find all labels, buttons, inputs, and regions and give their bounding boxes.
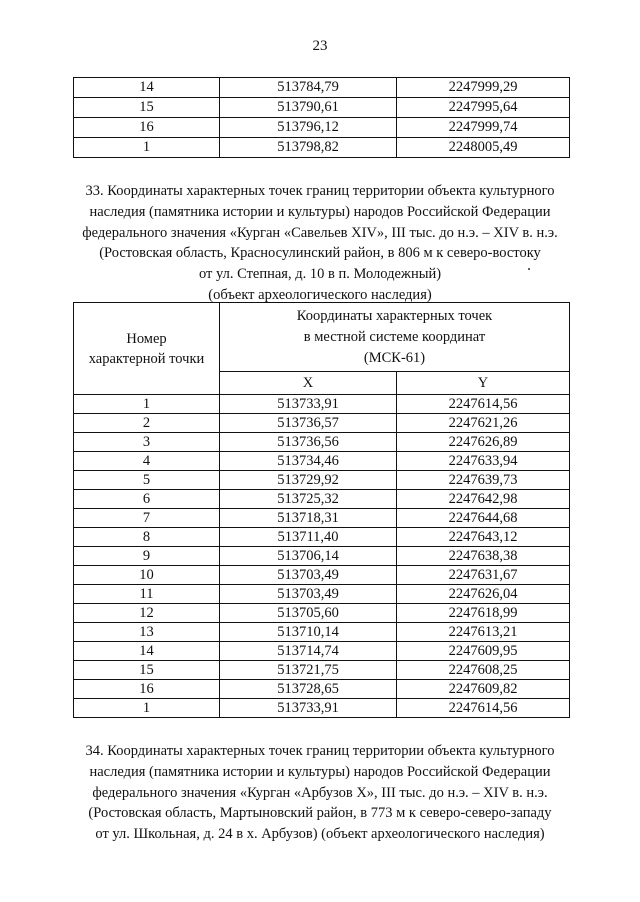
x-coordinate-cell: 513728,65 <box>220 680 397 699</box>
table-row <box>74 471 570 490</box>
x-coordinate-cell: 513725,32 <box>220 490 397 509</box>
point-number-cell: 6 <box>74 490 220 509</box>
x-coordinate-cell: 513798,82 <box>220 138 397 158</box>
point-number-cell: 5 <box>74 471 220 490</box>
table-row <box>74 528 570 547</box>
header-x: X <box>220 372 397 395</box>
x-coordinate-cell: 513711,40 <box>220 528 397 547</box>
table-row <box>74 433 570 452</box>
heading-line: от ул. Школьная, д. 24 в х. Арбузов) (объект археологического наследия) <box>95 826 545 843</box>
header-point-number-line2: характерной точки <box>88 350 205 367</box>
x-coordinate-cell: 513721,75 <box>220 661 397 680</box>
point-number-cell: 1 <box>74 699 220 718</box>
table-row <box>74 566 570 585</box>
point-number-cell: 14 <box>74 78 220 98</box>
table-row <box>74 661 570 680</box>
x-coordinate-cell: 513705,60 <box>220 604 397 623</box>
table-row <box>74 98 570 118</box>
table-row <box>74 509 570 528</box>
y-coordinate-cell: 2247613,21 <box>397 623 570 642</box>
y-coordinate-cell: 2247614,56 <box>397 395 570 414</box>
coordinates-table-body <box>74 78 570 158</box>
y-coordinate-cell: 2247621,26 <box>397 414 570 433</box>
point-number-cell: 16 <box>74 118 220 138</box>
coordinates-table-continued <box>73 77 570 158</box>
table-row <box>74 642 570 661</box>
table-row <box>74 547 570 566</box>
point-number-cell: 8 <box>74 528 220 547</box>
x-coordinate-cell: 513736,56 <box>220 433 397 452</box>
heading-line: 34. Координаты характерных точек границ территории объекта культурного <box>85 743 555 759</box>
header-point-number <box>74 303 220 395</box>
section-33-heading <box>70 181 570 306</box>
y-coordinate-cell: 2247642,98 <box>397 490 570 509</box>
y-coordinate-cell: 2247633,94 <box>397 452 570 471</box>
y-coordinate-cell: 2247643,12 <box>397 528 570 547</box>
point-number-cell: 9 <box>74 547 220 566</box>
x-coordinate-cell: 513729,92 <box>220 471 397 490</box>
table-row <box>74 699 570 718</box>
point-number-cell: 7 <box>74 509 220 528</box>
heading-line: (Ростовская область, Мартыновский район, в 773 м к северо-северо-западу <box>88 805 552 822</box>
point-number-cell: 11 <box>74 585 220 604</box>
table-row <box>74 138 570 158</box>
table-row <box>74 680 570 699</box>
point-number-cell: 3 <box>74 433 220 452</box>
heading-line: от ул. Степная, д. 10 в п. Молодежный) <box>198 266 442 283</box>
header-coordinates-line1: Координаты характерных точек <box>296 307 493 324</box>
x-coordinate-cell: 513714,74 <box>220 642 397 661</box>
y-coordinate-cell: 2247639,73 <box>397 471 570 490</box>
point-number-cell: 16 <box>74 680 220 699</box>
x-coordinate-cell: 513790,61 <box>220 98 397 118</box>
point-number-cell: 15 <box>74 661 220 680</box>
heading-line: федерального значения «Курган «Арбузов X», III тыс. до н.э. – XIV в. н.э. <box>92 784 548 801</box>
table-row <box>74 604 570 623</box>
y-coordinate-cell: 2247609,95 <box>397 642 570 661</box>
table-row <box>74 118 570 138</box>
header-y: Y <box>397 372 570 395</box>
x-coordinate-cell: 513733,91 <box>220 395 397 414</box>
table-row <box>74 490 570 509</box>
header-coordinates <box>220 303 570 372</box>
table-row <box>74 395 570 414</box>
x-coordinate-cell: 513734,46 <box>220 452 397 471</box>
y-coordinate-cell: 2247995,64 <box>397 98 570 118</box>
point-number-cell: 4 <box>74 452 220 471</box>
heading-line: (объект археологического наследия) <box>208 286 432 303</box>
y-coordinate-cell: 2247626,89 <box>397 433 570 452</box>
y-coordinate-cell: 2247609,82 <box>397 680 570 699</box>
y-coordinate-cell: 2248005,49 <box>397 138 570 158</box>
x-coordinate-cell: 513796,12 <box>220 118 397 138</box>
coordinates-table-33 <box>73 302 570 718</box>
header-coordinates-line2: в местной системе координат <box>303 328 486 345</box>
point-number-cell: 10 <box>74 566 220 585</box>
heading-line: наследия (памятника истории и культуры) народов Российской Федерации <box>89 203 551 220</box>
coordinates-table-header <box>74 303 570 395</box>
y-coordinate-cell: 2247644,68 <box>397 509 570 528</box>
heading-line: наследия (памятника истории и культуры) народов Российской Федерации <box>89 763 551 780</box>
section-34-heading <box>70 741 570 845</box>
y-coordinate-cell: 2247626,04 <box>397 585 570 604</box>
point-number-cell: 15 <box>74 98 220 118</box>
y-coordinate-cell: 2247999,74 <box>397 118 570 138</box>
y-coordinate-cell: 2247614,56 <box>397 699 570 718</box>
x-coordinate-cell: 513710,14 <box>220 623 397 642</box>
stray-dot <box>528 268 530 270</box>
header-coordinates-line3: (МСК-61) <box>363 349 426 366</box>
x-coordinate-cell: 513784,79 <box>220 78 397 98</box>
heading-line: 33. Координаты характерных точек границ территории объекта культурного <box>85 183 555 199</box>
table-row <box>74 585 570 604</box>
point-number-cell: 13 <box>74 623 220 642</box>
page-number: 23 <box>312 38 328 54</box>
y-coordinate-cell: 2247638,38 <box>397 547 570 566</box>
y-coordinate-cell: 2247999,29 <box>397 78 570 98</box>
y-coordinate-cell: 2247631,67 <box>397 566 570 585</box>
coordinates-table-body <box>74 395 570 718</box>
point-number-cell: 1 <box>74 138 220 158</box>
point-number-cell: 2 <box>74 414 220 433</box>
table-row <box>74 452 570 471</box>
x-coordinate-cell: 513703,49 <box>220 566 397 585</box>
x-coordinate-cell: 513736,57 <box>220 414 397 433</box>
y-coordinate-cell: 2247618,99 <box>397 604 570 623</box>
x-coordinate-cell: 513703,49 <box>220 585 397 604</box>
x-coordinate-cell: 513706,14 <box>220 547 397 566</box>
point-number-cell: 14 <box>74 642 220 661</box>
table-row <box>74 78 570 98</box>
point-number-cell: 12 <box>74 604 220 623</box>
header-point-number-line1: Номер <box>126 330 167 347</box>
x-coordinate-cell: 513718,31 <box>220 509 397 528</box>
x-coordinate-cell: 513733,91 <box>220 699 397 718</box>
heading-line: федерального значения «Курган «Савельев XIV», III тыс. до н.э. – XIV в. н.э. <box>82 224 558 241</box>
table-row <box>74 414 570 433</box>
point-number-cell: 1 <box>74 395 220 414</box>
heading-line: (Ростовская область, Красносулинский район, в 806 м к северо-востоку <box>99 245 541 262</box>
table-row <box>74 623 570 642</box>
y-coordinate-cell: 2247608,25 <box>397 661 570 680</box>
